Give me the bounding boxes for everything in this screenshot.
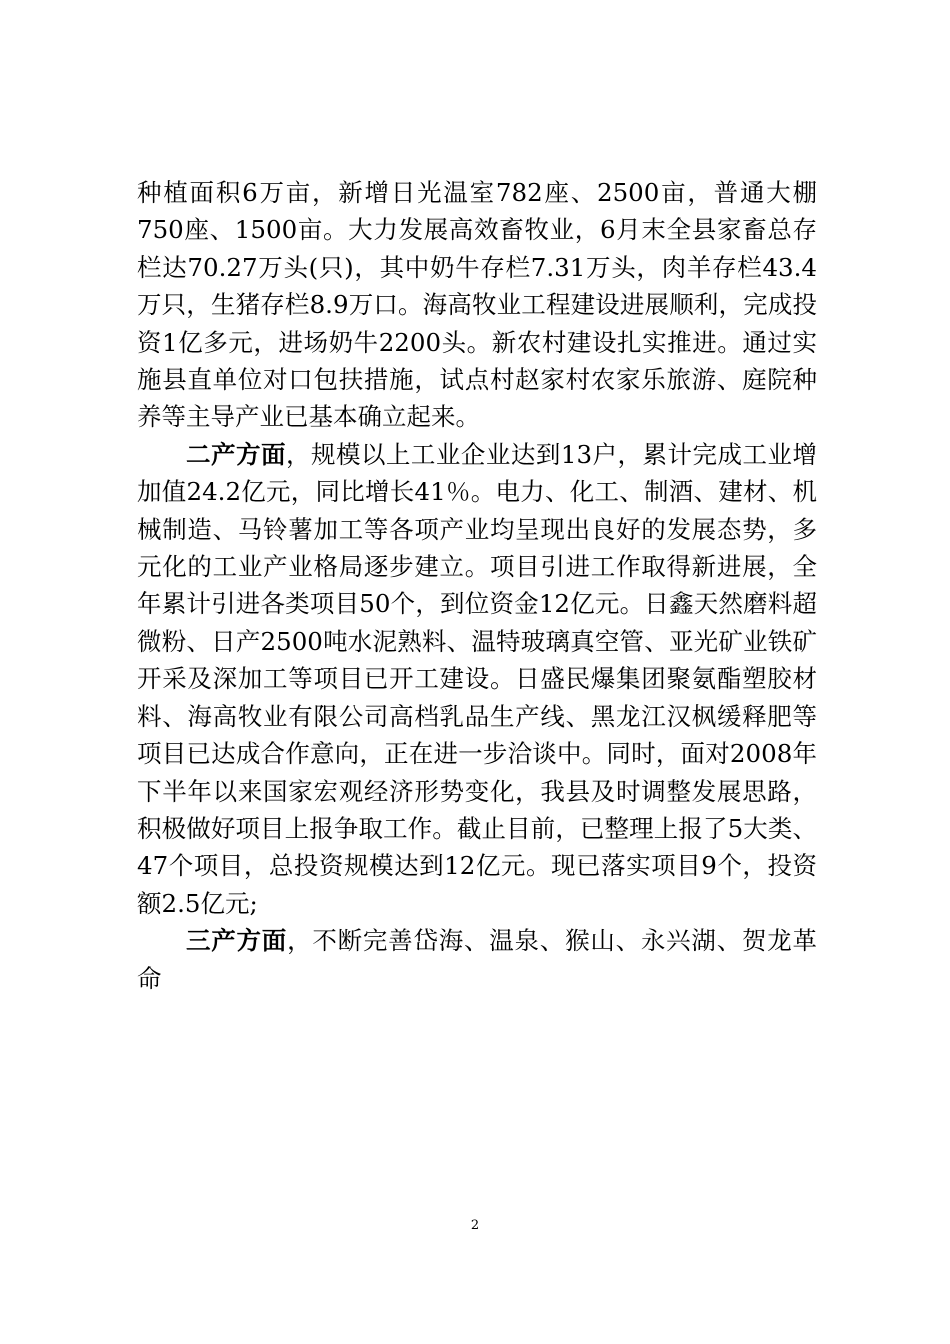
paragraph-agriculture	[137, 174, 817, 436]
paragraph-secondary-industry-lead: 二产方面	[186, 439, 286, 469]
paragraph-tertiary-industry-text: ，不断完善岱海、温泉、猴山、永兴湖、贺龙革命	[137, 926, 818, 993]
paragraph-secondary-industry	[137, 436, 817, 922]
paragraph-secondary-industry-text: ，规模以上工业企业达到13户，累计完成工业增加值24.2亿元，同比增长41％。电力、化工、制酒、建材、机械制造、马铃薯加工等各项产业均呈现出良好的发展态势，多元化的工业产业格局逐步建立。项目引进工作取得新进展，全年累计引进各类项目50个，到位资金12亿元。日鑫天然磨料超微粉、日产2500吨水泥熟料、温特玻璃真空管、亚光矿业铁矿开采及深加工等项目已开工建设。日盛民爆集团聚氨酯塑胶材料、海高牧业有限公司高档乳品生产线、黑龙江汉枫缓释肥等项目已达成合作意向，正在进一步洽谈中。同时，面对2008年下半年以来国家宏观经济形势变化，我县及时调整发展思路，积极做好项目上报争取工作。截止目前，已整理上报了5大类、47个项目，总投资规模达到12亿元。现已落实项目9个，投资额2.5亿元;	[137, 439, 817, 918]
body-text	[137, 174, 817, 997]
paragraph-tertiary-industry	[137, 922, 817, 997]
page-number: 2	[470, 1218, 480, 1233]
paragraph-tertiary-industry-lead: 三产方面	[186, 926, 288, 956]
paragraph-agriculture-text: 种植面积6万亩，新增日光温室782座、2500亩，普通大棚750座、1500亩。大力发展高效畜牧业，6月末全县家畜总存栏达70.27万头(只)，其中奶牛存栏7.31万头，肉羊存栏43.4万只，生猪存栏8.9万口。海高牧业工程建设进展顺利，完成投资1亿多元，进场奶牛2200头。新农村建设扎实推进。通过实施县直单位对口包扶措施，试点村赵家村农家乐旅游、庭院种养等主导产业已基本确立起来。	[137, 178, 817, 432]
